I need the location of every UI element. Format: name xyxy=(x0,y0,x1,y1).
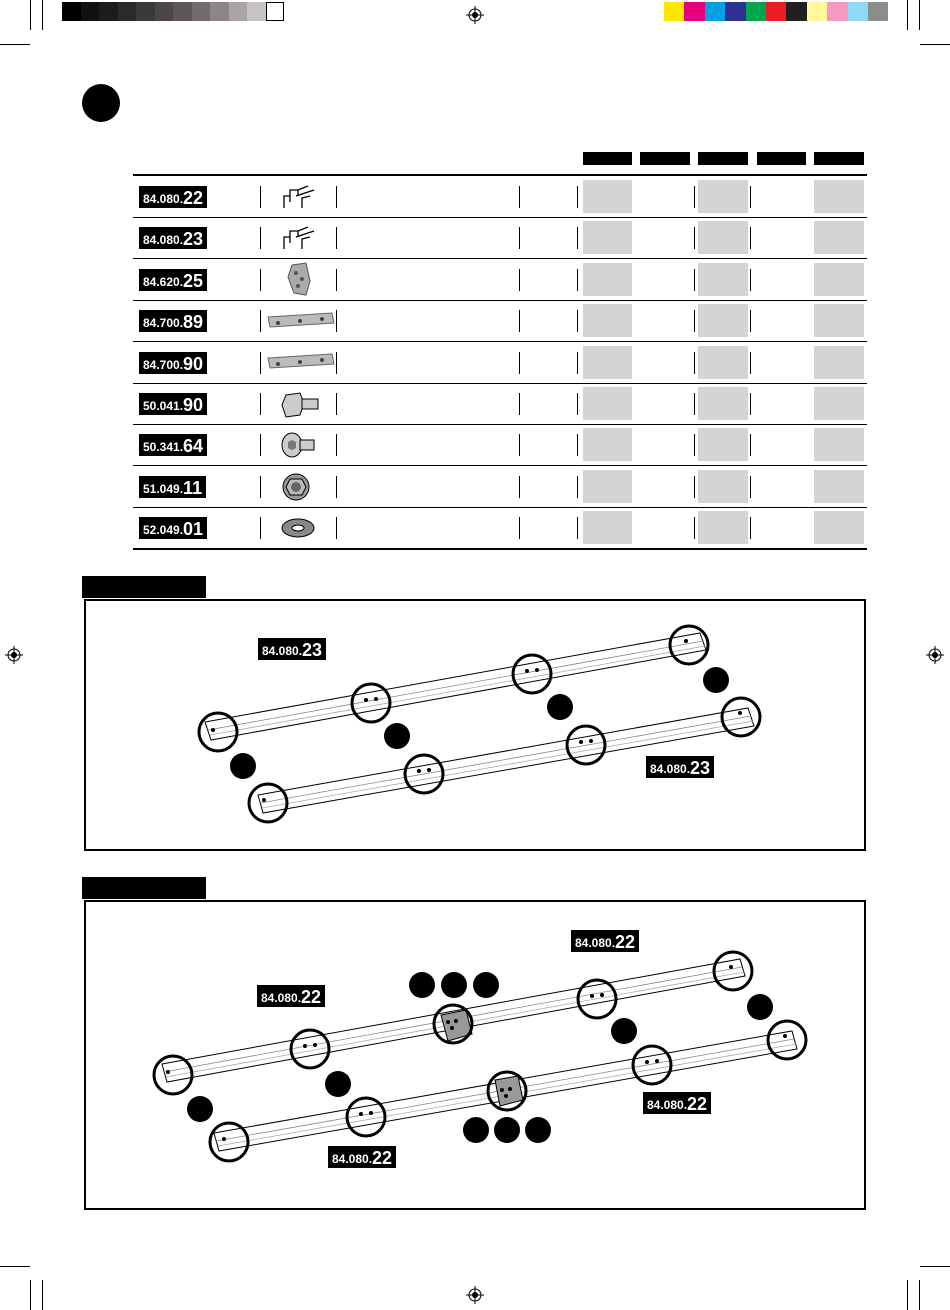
part-code: 84.080. 23 xyxy=(139,227,207,249)
part-label: 84.080. 22 xyxy=(257,985,325,1007)
part-code: 84.700. 89 xyxy=(139,310,207,332)
part-label: 84.080. 22 xyxy=(571,930,639,952)
part-code: 84.620. 25 xyxy=(139,269,207,291)
part-code: 50.341. 64 xyxy=(139,434,207,456)
part-code: 52.049. 01 xyxy=(139,517,207,539)
part-code: 84.700. 90 xyxy=(139,352,207,374)
part-code: 50.041. 90 xyxy=(139,393,207,415)
part-code: 84.080. 22 xyxy=(139,186,207,208)
part-code: 51.049. 11 xyxy=(139,476,206,498)
part-label: 84.080. 22 xyxy=(643,1092,711,1114)
part-label: 84.080. 23 xyxy=(646,756,714,778)
part-label: 84.080. 22 xyxy=(328,1146,396,1168)
part-label: 84.080. 23 xyxy=(258,638,326,660)
